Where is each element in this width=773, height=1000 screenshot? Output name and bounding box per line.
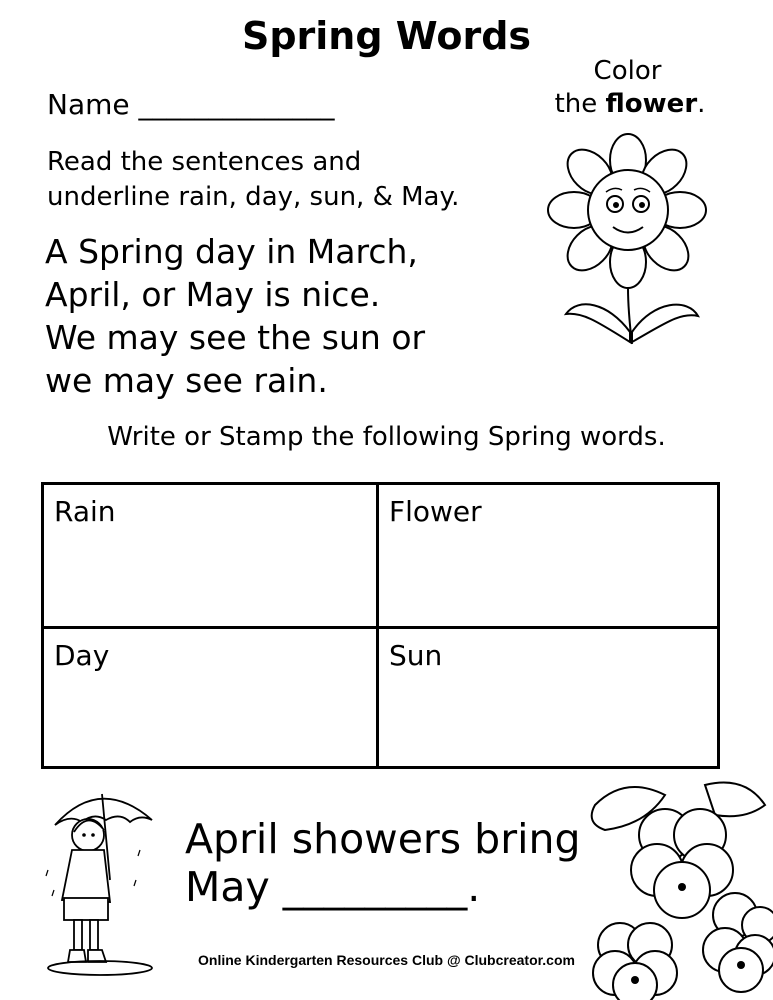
table-cell-day: Day — [54, 639, 110, 672]
footer-credit: Online Kindergarten Resources Club @ Clubcreator.com — [198, 952, 575, 968]
spring-words-table — [41, 482, 720, 769]
table-cell-flower: Flower — [389, 495, 482, 528]
instruction-line: Read the sentences and — [47, 147, 362, 177]
table-cell-rain: Rain — [54, 495, 116, 528]
closing-line: May _________. — [185, 863, 481, 911]
passage-line: April, or May is nice. — [45, 275, 381, 314]
worksheet-title: Spring Words — [241, 14, 532, 58]
table-cell-sun: Sun — [389, 639, 443, 672]
color-instruction-suffix: . — [697, 89, 706, 119]
smiling-flower-illustration — [528, 132, 728, 352]
name-field — [47, 88, 335, 121]
passage-line: We may see the sun or — [45, 318, 426, 357]
color-instruction-prefix: the — [554, 89, 598, 119]
instruction-line: underline rain, day, sun, & May. — [47, 182, 460, 212]
passage-line: A Spring day in March, — [45, 232, 418, 271]
reading-passage — [45, 230, 425, 402]
closing-sentence — [185, 815, 580, 911]
closing-line: April showers bring — [185, 815, 581, 863]
passage-line: we may see rain. — [45, 361, 328, 400]
name-label: Name — [47, 88, 130, 121]
girl-with-umbrella-illustration — [40, 780, 160, 980]
write-instruction: Write or Stamp the following Spring words. — [107, 422, 666, 452]
color-instruction-line2 — [530, 89, 730, 119]
name-blank: ______________ — [138, 88, 335, 121]
color-instruction-line1: Color — [593, 56, 662, 86]
underline-instruction — [47, 145, 459, 215]
color-instruction-bold-word: flower — [605, 89, 698, 119]
